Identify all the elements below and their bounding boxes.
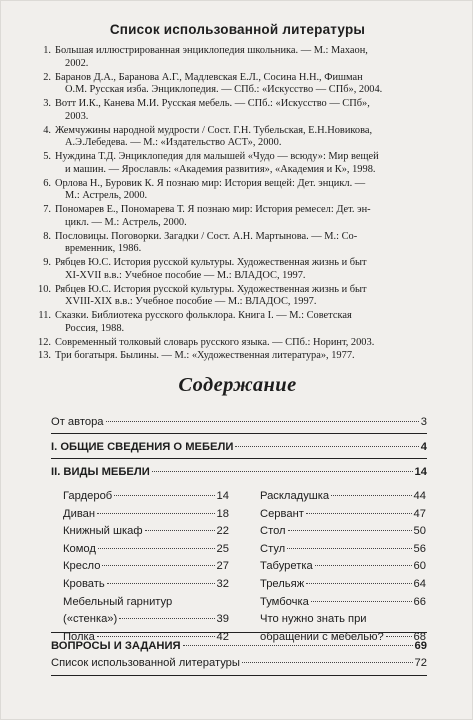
- toc-page-number: 66: [413, 595, 426, 608]
- dot-leader: [235, 446, 418, 447]
- toc-page-number: 44: [413, 490, 426, 502]
- toc-entry-label: От автора: [51, 416, 104, 428]
- bibliography-line: Большая иллюстрированная энциклопедия школьника. — М.: Махаон,: [55, 45, 368, 56]
- divider: [51, 675, 427, 676]
- dot-leader: [98, 548, 215, 549]
- bibliography-line: Баранов Д.А., Баранова А.Г., Мадлевская Е.Л., Сосина Н.Н., Фишман: [55, 71, 363, 83]
- bibliography-item-number: 5.: [43, 151, 51, 162]
- bibliography-line: А.Э.Лебедева. — М.: «Издательство АСТ», 2000.: [65, 137, 282, 149]
- bibliography-item-number: 1.: [43, 45, 51, 56]
- bibliography-item-number: 12.: [38, 336, 51, 348]
- toc-page-number: 32: [216, 578, 229, 590]
- bibliography-line: XI-XVII в.в.: Учебное пособие — М.: ВЛАДОС, 1997.: [65, 269, 306, 281]
- bibliography-item-number: 13.: [38, 350, 51, 362]
- bibliography-item: [35, 178, 447, 203]
- bibliography-list: [35, 45, 447, 364]
- dot-leader: [114, 495, 214, 496]
- bibliography-line: XVIII-XIX в.в.: Учебное пособие — М.: ВЛАДОС, 1997.: [65, 296, 317, 308]
- bibliography-item: [35, 284, 447, 309]
- bibliography-item: [35, 337, 447, 350]
- toc-entry[interactable]: [63, 560, 229, 572]
- bibliography-item-number: 7.: [43, 204, 51, 215]
- bibliography-item-text: [55, 350, 447, 363]
- toc-page-number: 68: [413, 630, 426, 643]
- toc-entry[interactable]: [63, 578, 229, 590]
- bibliography-line: Сказки. Библиотека русского фольклора. Книга I. — М.: Советская: [55, 310, 352, 321]
- dot-leader: [287, 548, 411, 549]
- bibliography-line: Современный толковый словарь русского языка. — СПб.: Норинт, 2003.: [55, 336, 375, 348]
- toc-entry[interactable]: [63, 543, 229, 555]
- toc-entry-label: Список использованной литературы: [51, 657, 240, 669]
- dot-leader: [306, 513, 412, 514]
- dot-leader: [315, 565, 412, 566]
- toc-entry[interactable]: [63, 490, 229, 502]
- dot-leader: [145, 530, 215, 531]
- bibliography-item-number: 2.: [43, 71, 51, 83]
- bibliography-line: 2002.: [65, 57, 89, 69]
- divider: [51, 458, 427, 459]
- bibliography-item-number: 8.: [43, 230, 51, 242]
- dot-leader: [119, 618, 214, 619]
- bibliography-item: [35, 98, 447, 123]
- bibliography-line: Орлова Н., Буровик К. Я познаю мир: История вещей: Дет. энцикл. —: [55, 177, 366, 189]
- bibliography-line: Россия, 1988.: [65, 322, 125, 334]
- bibliography-item: [35, 125, 447, 150]
- bibliography-line: М.: Астрель, 2000.: [65, 190, 148, 202]
- bibliography-item-number: 6.: [43, 177, 51, 189]
- toc-entry[interactable]: [260, 596, 426, 608]
- toc-entry-label: Гардероб: [63, 490, 113, 502]
- toc-page-number: 69: [414, 640, 427, 652]
- dot-leader: [306, 583, 411, 584]
- bibliography-item: [35, 257, 447, 282]
- toc-page-number: 14: [414, 466, 427, 478]
- bibliography-line: Жемчужины народной мудрости / Сост. Г.Н. Тубельская, Е.Н.Новикова,: [55, 124, 373, 136]
- toc-page-number: 50: [413, 525, 426, 538]
- dot-leader: [106, 421, 419, 422]
- toc-entry-label: Трельяж: [260, 578, 305, 590]
- dot-leader: [152, 471, 413, 472]
- dot-leader: [97, 636, 215, 637]
- bibliography-item-text: [55, 151, 447, 176]
- bibliography-item-number: 3.: [43, 98, 51, 109]
- toc-page-number: 42: [216, 630, 229, 643]
- toc-entry-label: Кровать: [63, 578, 105, 590]
- toc-page-number: 64: [413, 578, 426, 590]
- toc-page-number: 72: [414, 657, 427, 669]
- bibliography-item-text: [55, 310, 447, 335]
- bibliography-item-number: 4.: [43, 124, 51, 136]
- bibliography-item-number: 9.: [43, 257, 51, 268]
- bibliography-item-text: [55, 337, 447, 350]
- toc-title: Содержание: [178, 374, 297, 396]
- toc-entry[interactable]: [260, 508, 426, 520]
- bibliography-line: Нуждина Т.Д. Энциклопедия для малышей «Чудо — всюду»: Мир вещей: [55, 151, 379, 162]
- toc-entry-label: Диван: [63, 507, 96, 520]
- toc-entry-questions[interactable]: [51, 640, 427, 652]
- bibliography-line: Рябцев Ю.С. История русской культуры. Художественная жизнь и быт: [55, 257, 367, 268]
- bibliography-line: Пономарев Е., Пономарева Т. Я познаю мир: История ремесел: Дет. эн-: [55, 204, 371, 215]
- toc-entry[interactable]: [260, 560, 426, 572]
- toc-entry-label: Полка: [63, 630, 95, 643]
- dot-leader: [311, 601, 412, 602]
- toc-entry-author[interactable]: [51, 416, 427, 428]
- toc-entry-section-2[interactable]: [51, 466, 427, 478]
- dot-leader: [102, 565, 214, 566]
- toc-entry-label: («стенка»): [63, 613, 118, 626]
- bibliography-item: [35, 310, 447, 335]
- dot-leader: [97, 513, 215, 514]
- toc-entry[interactable]: [260, 578, 426, 590]
- toc-page-number: 56: [413, 542, 426, 555]
- toc-entry-literature[interactable]: [51, 657, 427, 669]
- bibliography-line: и машин. — Ярославль: «Академия развития», «Академия и К», 1998.: [65, 163, 376, 175]
- bibliography-line: Вотт И.К., Канева М.И. Русская мебель. — СПб.: «Искусство — СПб»,: [55, 98, 370, 109]
- toc-page-number: 39: [216, 613, 229, 626]
- bibliography-item-text: [55, 178, 447, 203]
- toc-entry-section-1[interactable]: [51, 441, 427, 453]
- dot-leader: [107, 583, 215, 584]
- toc-entry-label: обращении с мебелью?: [260, 630, 384, 643]
- bibliography-item-number: 10.: [38, 283, 51, 295]
- bibliography-line: Рябцев Ю.С. История русской культуры. Художественная жизнь и быт: [55, 283, 367, 295]
- dot-leader: [386, 636, 412, 637]
- bibliography-item: [35, 204, 447, 229]
- toc-entry-label: Тумбочка: [260, 595, 309, 608]
- toc-entry-label: Книжный шкаф: [63, 525, 143, 538]
- bibliography-item-number: 11.: [38, 310, 51, 321]
- bibliography-item-text: [55, 257, 447, 282]
- bibliography-line: временник, 1986.: [65, 243, 142, 255]
- bibliography-item-text: [55, 98, 447, 123]
- toc-entry-label: Стул: [260, 542, 286, 555]
- toc-entry-label: Что нужно знать при: [260, 613, 367, 626]
- toc-entry-label: II. ВИДЫ МЕБЕЛИ: [51, 466, 150, 478]
- toc-page-number: 3: [420, 416, 427, 428]
- dot-leader: [242, 662, 413, 663]
- bibliography-line: цикл. — М.: Астрель, 2000.: [65, 216, 187, 228]
- toc-entry-label: Комод: [63, 542, 96, 555]
- bibliography-item: [35, 45, 447, 70]
- bibliography-item-text: [55, 45, 447, 70]
- bibliography-line: 2003.: [65, 110, 89, 122]
- bibliography-line: О.М. Русская изба. Энциклопедия. — СПб.: «Искусство — СПб», 2004.: [65, 84, 383, 96]
- toc-page-number: 47: [413, 507, 426, 520]
- bibliography-line: Пословицы. Поговорки. Загадки / Сост. А.Н. Мартынова. — М.: Со-: [55, 230, 358, 242]
- toc-page-number: 25: [216, 542, 229, 555]
- toc-entry[interactable]: [63, 525, 229, 537]
- toc-entry-label: Табуретка: [260, 560, 313, 573]
- dot-leader: [288, 530, 412, 531]
- toc-entry-label: Кресло: [63, 560, 101, 573]
- toc-page-number: 22: [216, 525, 229, 538]
- toc-entry-label: Мебельный гарнитур: [63, 595, 173, 608]
- toc-entry-label: Раскладушка: [260, 490, 330, 502]
- dot-leader: [331, 495, 411, 496]
- bibliography-item-text: [55, 125, 447, 150]
- toc-entry-label: I. ОБЩИЕ СВЕДЕНИЯ О МЕБЕЛИ: [51, 441, 234, 453]
- toc-entry[interactable]: [260, 525, 426, 537]
- bibliography-item-text: [55, 231, 447, 256]
- toc-entry-label: Сервант: [260, 507, 304, 520]
- divider: [51, 632, 427, 633]
- toc-entry[interactable]: [260, 490, 426, 502]
- bibliography-line: Три богатыря. Былины. — М.: «Художественная литература», 1977.: [55, 350, 355, 362]
- toc-page-number: 4: [420, 441, 427, 453]
- toc-entry[interactable]: [260, 543, 426, 555]
- toc-page-number: 14: [216, 490, 229, 502]
- toc-entry-label: ВОПРОСЫ И ЗАДАНИЯ: [51, 640, 181, 652]
- toc-entry[interactable]: [63, 613, 229, 625]
- bibliography-item-text: [55, 72, 447, 97]
- bibliography-item: [35, 72, 447, 97]
- toc-entry[interactable]: [63, 508, 229, 520]
- bibliography-item: [35, 231, 447, 256]
- bibliography-item-text: [55, 284, 447, 309]
- bibliography-item-text: [55, 204, 447, 229]
- toc-entry-label: Стол: [260, 525, 286, 538]
- divider: [51, 433, 427, 434]
- toc-page-number: 60: [413, 560, 426, 573]
- bibliography-item: [35, 151, 447, 176]
- bibliography-title: Список использованной литературы: [109, 22, 366, 37]
- toc-page-number: 27: [216, 560, 229, 573]
- dot-leader: [183, 645, 413, 646]
- bibliography-item: [35, 350, 447, 363]
- toc-page-number: 18: [216, 507, 229, 520]
